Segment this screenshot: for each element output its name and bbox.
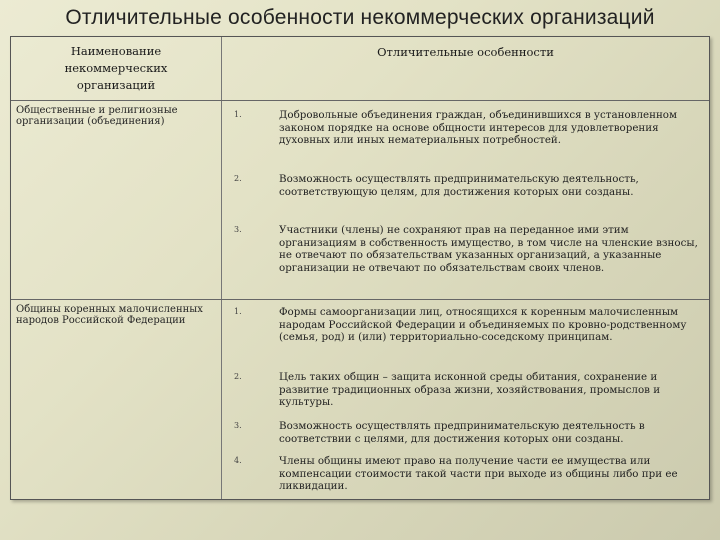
- org-name-cell: [11, 300, 222, 499]
- header-features-label: Отличительные особенности: [377, 45, 554, 59]
- item-number: 1.: [234, 307, 242, 316]
- item-text: Участники (члены) не сохраняют прав на переданное ими этим организациям в собственность имущество, в том числе на членские взносы, не отвечают по обязательствам указанных организаций, а указанные организации не отвечают по обязательствам своих членов.: [279, 224, 698, 274]
- item-number: 3.: [234, 421, 242, 430]
- item-number: 2.: [234, 372, 242, 381]
- features-cell: [222, 300, 709, 499]
- item-number: 3.: [234, 225, 242, 234]
- header-cell-features: [222, 37, 709, 100]
- item-text: Члены общины имеют право на получение части ее имущества или компенсации стоимости такой части при выходе из общины либо при ее ликвидации.: [279, 455, 678, 493]
- slide-title: Отличительные особенности некоммерческих организаций: [65, 6, 655, 29]
- item-text: Возможность осуществлять предпринимательскую деятельность в соответствии с целями, для достижения которых они созданы.: [279, 420, 645, 445]
- table-header-row: [11, 37, 709, 101]
- org-name-cell: [11, 101, 222, 299]
- item-number: 2.: [234, 174, 242, 183]
- table-row: [11, 101, 709, 300]
- item-number: 4.: [234, 456, 242, 465]
- org-name: Общественные и религиозные организации (объединения): [16, 105, 178, 127]
- table-row: [11, 300, 709, 499]
- item-text: Возможность осуществлять предпринимательскую деятельность, соответствующую целям, для достижения которых они созданы.: [279, 173, 639, 198]
- item-text: Цель таких общин – защита исконной среды обитания, сохранение и развитие традиционных образа жизни, хозяйствования, промыслов и культуры.: [279, 371, 661, 409]
- features-cell: [222, 101, 709, 299]
- org-name: Общины коренных малочисленных народов Российской Федерации: [16, 304, 203, 326]
- item-number: 1.: [234, 110, 242, 119]
- item-text: Добровольные объединения граждан, объединившихся в установленном законом порядке на основе общности интересов для удовлетворения духовных или иных нематериальных потребностей.: [279, 109, 678, 147]
- item-text: Формы самоорганизации лиц, относящихся к коренным малочисленным народам Российской Федерации и объединяемых по кровно-родственному (семья, род) и (или) территориально-соседскому принципам.: [279, 306, 687, 344]
- features-table: [10, 36, 710, 500]
- header-name-label: Наименование некоммерческих организаций: [64, 44, 168, 92]
- header-cell-name: [11, 37, 222, 100]
